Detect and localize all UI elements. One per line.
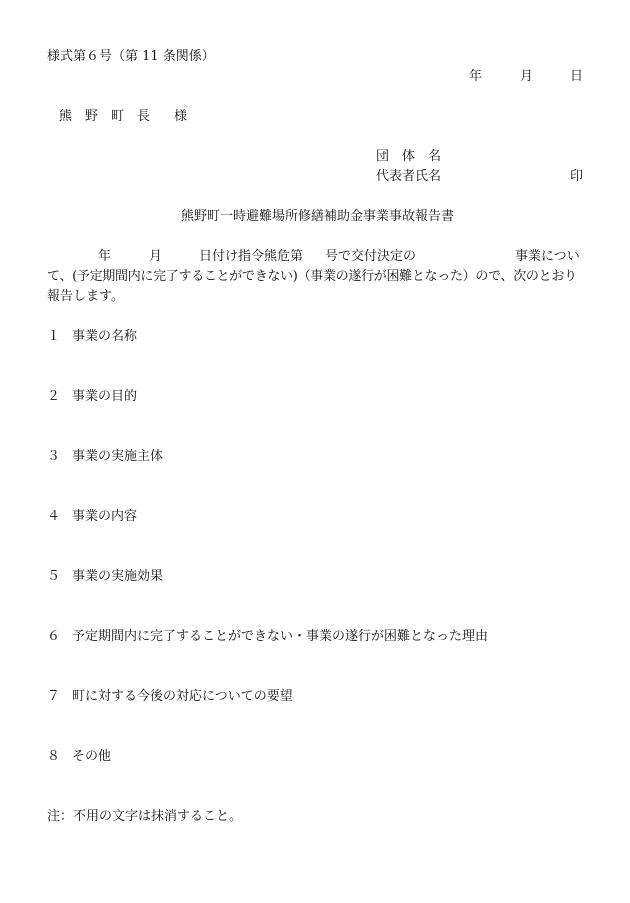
body-part1: 日付け指令熊危第 — [199, 249, 304, 264]
addressee-name: 熊 野 町 長 — [59, 109, 151, 124]
date-year: 年 — [469, 69, 483, 84]
body-part2: 号で交付決定の — [325, 249, 417, 264]
body-year: 年 — [98, 249, 112, 264]
list-item: １ 事業の名称 — [47, 329, 138, 344]
list-item: ５ 事業の実施効果 — [47, 569, 164, 584]
org-name-label: 団 体 名 — [376, 149, 442, 164]
addressee-honorific: 様 — [174, 109, 188, 124]
document-title: 熊野町一時避難場所修繕補助金事業事故報告書 — [181, 209, 455, 224]
form-number: 様式第６号（第 11 条関係） — [47, 49, 215, 64]
body-line2: て、(予定期間内に完了することができない)（事業の遂行が困難となった）ので、次のとおり — [47, 269, 577, 284]
seal-mark: 印 — [570, 169, 584, 184]
list-item: ２ 事業の目的 — [47, 389, 138, 404]
body-month: 月 — [149, 249, 163, 264]
date-day: 日 — [570, 69, 584, 84]
body-line3: 報告します。 — [47, 289, 124, 304]
body-part3: 事業につい — [515, 249, 580, 264]
list-item: ３ 事業の実施主体 — [47, 449, 164, 464]
list-item: ７ 町に対する今後の対応についての要望 — [47, 689, 293, 704]
date-month: 月 — [520, 69, 534, 84]
footnote: 注：不用の文字は抹消すること。 — [47, 809, 243, 824]
representative-label: 代表者氏名 — [376, 169, 442, 184]
list-item: ４ 事業の内容 — [47, 509, 138, 524]
list-item: ８ その他 — [47, 749, 112, 764]
list-item: ６ 予定期間内に完了することができない・事業の遂行が困難となった理由 — [47, 629, 489, 644]
